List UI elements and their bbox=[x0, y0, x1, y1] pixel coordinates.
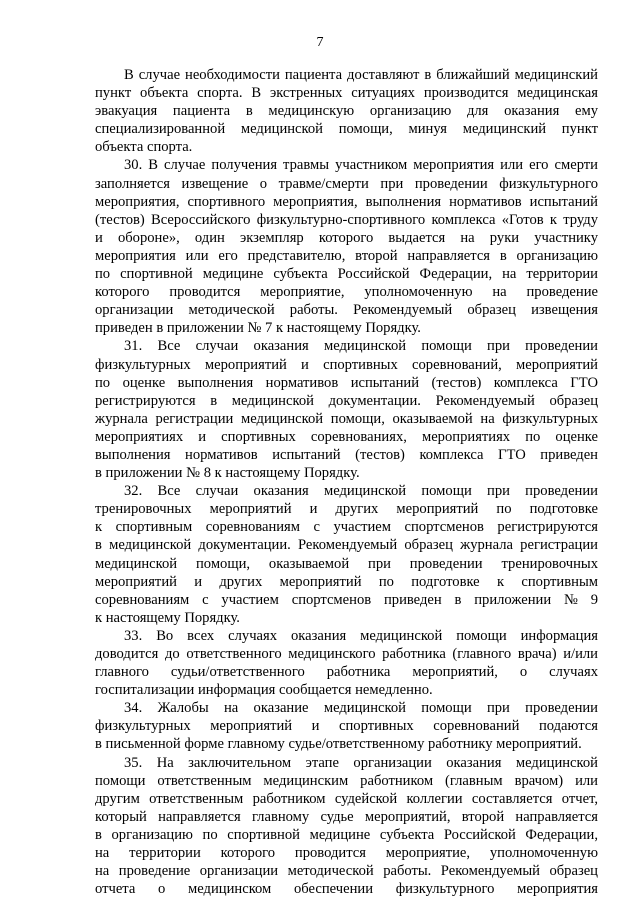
text-line: специализированной медицинской помощи, минуя медицинский пункт bbox=[95, 121, 598, 138]
text-line: физкультурных мероприятий и спортивных соревнований, мероприятий bbox=[95, 356, 598, 373]
text-line: госпитализации информация сообщается немедленно. bbox=[95, 682, 433, 699]
text-line: на проведение организации методической работы. Рекомендуемый образец bbox=[95, 863, 598, 880]
text-line: 31. Все случаи оказания медицинской помощи при проведении bbox=[124, 338, 598, 355]
paragraph-34 bbox=[95, 699, 598, 753]
text-line: к настоящему Порядку. bbox=[95, 609, 240, 626]
text-line: 30. В случае получения травмы участником мероприятия или его смерти bbox=[124, 157, 598, 174]
text-line: которого проводится мероприятие, уполномоченную на проведение bbox=[95, 284, 598, 301]
text-line: 32. Все случаи оказания медицинской помощи при проведении bbox=[124, 483, 598, 500]
text-line: и обороне», один экземпляр которого выдается на руки участнику bbox=[95, 229, 598, 246]
text-line: физкультурных мероприятий и спортивных соревнований подаются bbox=[95, 718, 598, 735]
text-line: журнала регистрации медицинской помощи, оказываемой на физкультурных bbox=[95, 410, 598, 427]
paragraph-32 bbox=[95, 482, 598, 627]
text-line: пункт объекта спорта. В экстренных ситуациях производится медицинская bbox=[95, 85, 598, 102]
page-number: 7 bbox=[316, 35, 324, 50]
text-line: главного судьи/ответственного работника мероприятий, о случаях bbox=[95, 664, 598, 681]
paragraph-31 bbox=[95, 337, 598, 482]
text-line: выполнения нормативов испытаний (тестов) комплекса ГТО приведен bbox=[95, 446, 598, 463]
text-line: 35. На заключительном этапе организации оказания медицинской bbox=[124, 754, 598, 771]
text-line: организации методической работы. Рекомендуемый образец извещения bbox=[95, 302, 598, 319]
document-body bbox=[95, 66, 598, 898]
paragraph bbox=[95, 66, 598, 156]
text-line: 34. Жалобы на оказание медицинской помощи при проведении bbox=[124, 700, 598, 717]
text-line: медицинской помощи, оказываемой при проведении тренировочных bbox=[95, 555, 598, 572]
text-line: на территории которого проводится мероприятие, уполномоченную bbox=[95, 845, 598, 862]
text-line: в организацию по спортивной медицине субъекта Российской Федерации, bbox=[95, 826, 598, 843]
text-line: по оценке выполнения нормативов испытаний (тестов) комплекса ГТО bbox=[95, 374, 598, 391]
text-line: (тестов) Всероссийского физкультурно-спортивного комплекса «Готов к труду bbox=[95, 211, 598, 228]
text-line: другим ответственным работником судейской коллегии составляется отчет, bbox=[95, 790, 598, 807]
text-line: приведен в приложении № 7 к настоящему Порядку. bbox=[95, 320, 421, 337]
text-line: мероприятия, спортивного мероприятия, выполнения нормативов испытаний bbox=[95, 193, 598, 210]
text-line: регистрируются в медицинской документации. Рекомендуемый образец bbox=[95, 392, 598, 409]
text-line: тренировочных мероприятий и других мероприятий по подготовке bbox=[95, 501, 598, 518]
text-line: доводится до ответственного медицинского работника (главного врача) и/или bbox=[95, 646, 598, 662]
text-line: мероприятия или его представителю, второй направляется в организацию bbox=[95, 247, 598, 264]
paragraph-35 bbox=[95, 754, 598, 899]
text-line: в медицинской документации. Рекомендуемый образец журнала регистрации bbox=[95, 537, 598, 554]
paragraph-30 bbox=[95, 156, 598, 337]
text-line: соревнованиям с участием спортсменов приведен в приложении № 9 bbox=[95, 591, 598, 608]
text-line: мероприятий и других мероприятий по подготовке к спортивным bbox=[95, 573, 598, 590]
text-line: объекта спорта. bbox=[95, 139, 193, 156]
text-line: в письменной форме главному судье/ответственному работнику мероприятий. bbox=[95, 736, 582, 753]
text-line: заполняется извещение о травме/смерти при проведении физкультурного bbox=[95, 175, 598, 192]
text-line: который направляется главному судье мероприятий, второй направляется bbox=[95, 808, 598, 825]
text-line: мероприятиях и спортивных соревнованиях, мероприятиях по оценке bbox=[95, 428, 598, 445]
text-line: 33. Во всех случаях оказания медицинской помощи информация bbox=[124, 627, 598, 644]
text-line: к спортивным соревнованиям с участием спортсменов регистрируются bbox=[95, 519, 598, 536]
text-line: в приложении № 8 к настоящему Порядку. bbox=[95, 465, 360, 482]
text-line: помощи ответственным медицинским работником (главным врачом) или bbox=[95, 772, 598, 789]
text-line: В случае необходимости пациента доставляют в ближайший медицинский bbox=[124, 67, 598, 83]
text-line: отчета о медицинском обеспечении физкультурного мероприятия bbox=[95, 881, 598, 898]
paragraph-33 bbox=[95, 627, 598, 699]
text-line: по спортивной медицине субъекта Российской Федерации, на территории bbox=[95, 266, 598, 283]
text-line: эвакуация пациента в медицинскую организацию для оказания ему bbox=[95, 103, 598, 120]
